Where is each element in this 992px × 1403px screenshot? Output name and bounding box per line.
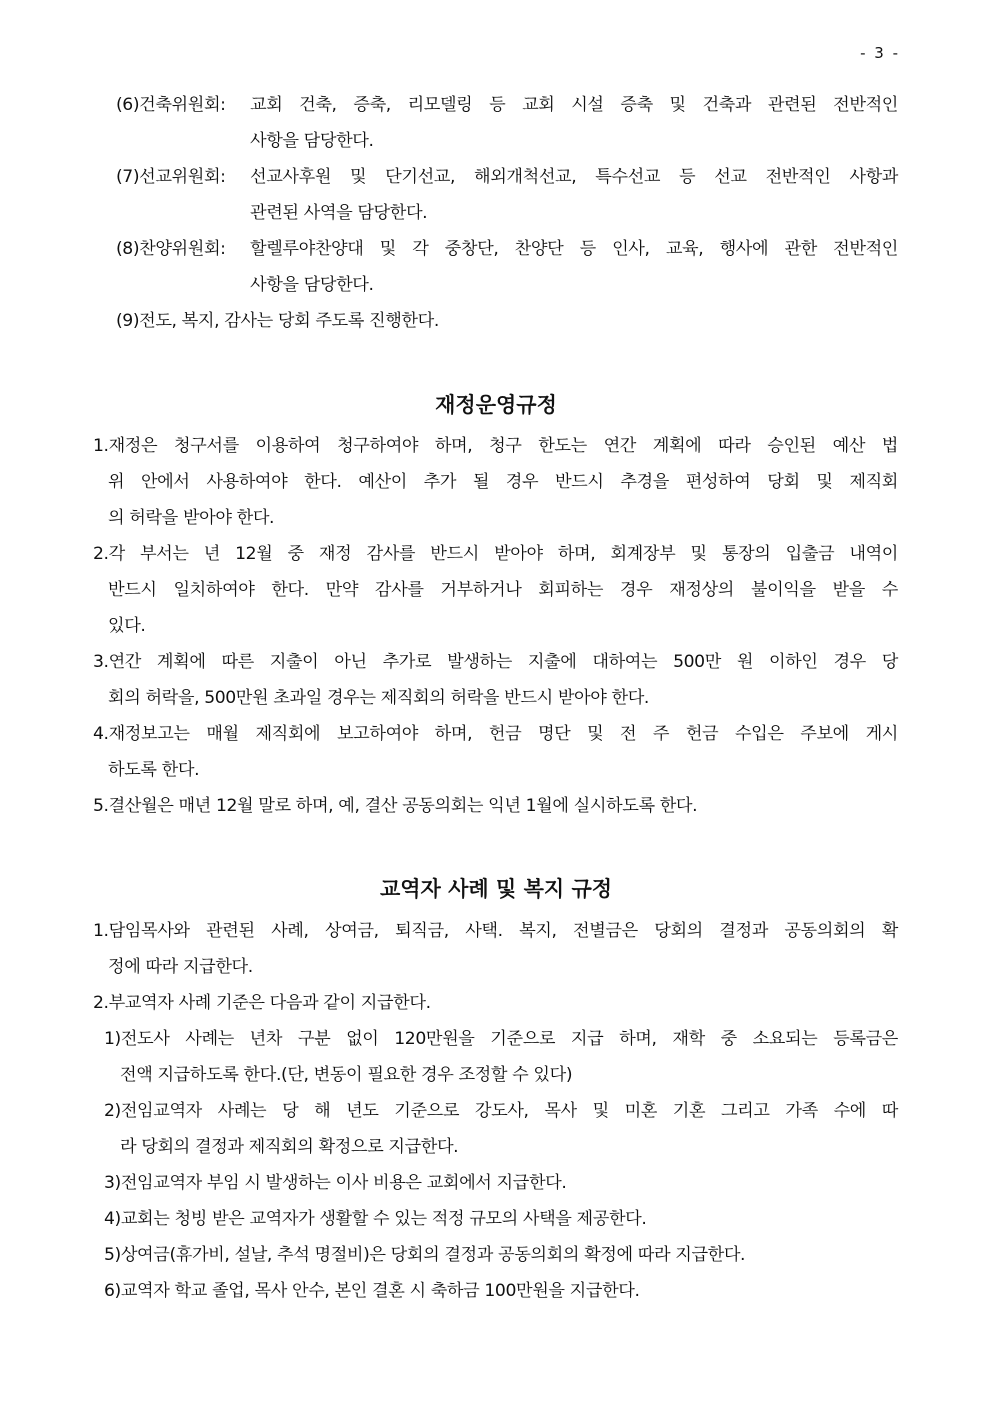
rule-line: 1.재정은 청구서를 이용하여 청구하여야 하며, 청구 한도는 연간 계획에 따라 승인된 예산 법: [93, 436, 898, 456]
rule-line: 4)교회는 청빙 받은 교역자가 생활할 수 있는 적정 규모의 사택을 제공한다.: [104, 1209, 647, 1229]
section-title-finance: 재정운영규정: [435, 393, 557, 417]
rule-line: 1.담임목사와 관련된 사례, 상여금, 퇴직금, 사택. 복지, 전별금은 당회의 결정과 공동의회의 확: [93, 921, 898, 941]
rule-line: 1)전도사 사례는 년차 구분 없이 120만원을 기준으로 지급 하며, 재학 중 소요되는 등록금은: [104, 1029, 898, 1049]
committee-description: 사항을 담당한다.: [250, 275, 374, 295]
rule-line: 3)전임교역자 부임 시 발생하는 이사 비용은 교회에서 지급한다.: [104, 1173, 567, 1193]
rule-line: 2.부교역자 사례 기준은 다음과 같이 지급한다.: [93, 993, 431, 1013]
rule-line: 정에 따라 지급한다.: [108, 957, 253, 977]
rule-line: 4.재정보고는 매월 제직회에 보고하여야 하며, 헌금 명단 및 전 주 헌금 수입은 주보에 게시: [93, 724, 898, 744]
committee-label: (7)선교위원회:: [116, 167, 226, 187]
committee-description: 할렐루야찬양대 및 각 중창단, 찬양단 등 인사, 교육, 행사에 관한 전반적인: [250, 239, 898, 259]
rule-line: 반드시 일치하여야 한다. 만약 감사를 거부하거나 회피하는 경우 재정상의 불이익을 받을 수: [108, 580, 898, 600]
committee-item-9: (9)전도, 복지, 감사는 당회 주도록 진행한다.: [116, 311, 439, 331]
rule-line: 2)전임교역자 사례는 당 해 년도 기준으로 강도사, 목사 및 미혼 기혼 그리고 가족 수에 따: [104, 1101, 898, 1121]
rule-line: 전액 지급하도록 한다.(단, 변동이 필요한 경우 조정할 수 있다): [120, 1065, 573, 1085]
rule-line: 회의 허락을, 500만원 초과일 경우는 제직회의 허락을 반드시 받아야 한다.: [108, 688, 649, 708]
rule-line: 위 안에서 사용하여야 한다. 예산이 추가 될 경우 반드시 추경을 편성하여 당회 및 제직회: [108, 472, 898, 492]
committee-label: (6)건축위원회:: [116, 95, 226, 115]
committee-description: 선교사후원 및 단기선교, 해외개척선교, 특수선교 등 선교 전반적인 사항과: [250, 167, 898, 187]
rule-line: 5.결산월은 매년 12월 말로 하며, 예, 결산 공동의회는 익년 1월에 실시하도록 한다.: [93, 796, 698, 816]
page-number: - 3 -: [860, 44, 900, 62]
rule-line: 하도록 한다.: [108, 760, 200, 780]
rule-line: 3.연간 계획에 따른 지출이 아닌 추가로 발생하는 지출에 대하여는 500만 원 이하인 경우 당: [93, 652, 898, 672]
rule-line: 2.각 부서는 년 12월 중 재정 감사를 반드시 받아야 하며, 회계장부 및 통장의 입출금 내역이: [93, 544, 898, 564]
rule-line: 5)상여금(휴가비, 설날, 추석 명절비)은 당회의 결정과 공동의회의 확정에 따라 지급한다.: [104, 1245, 746, 1265]
committee-label: (8)찬양위원회:: [116, 239, 226, 259]
section-title-minister: 교역자 사례 및 복지 규정: [379, 877, 613, 901]
committee-description: 관련된 사역을 담당한다.: [250, 203, 428, 223]
rule-line: 라 당회의 결정과 제직회의 확정으로 지급한다.: [120, 1137, 459, 1157]
rule-line: 있다.: [108, 616, 146, 636]
committee-description: 사항을 담당한다.: [250, 131, 374, 151]
rule-line: 6)교역자 학교 졸업, 목사 안수, 본인 결혼 시 축하금 100만원을 지급한다.: [104, 1281, 640, 1301]
rule-line: 의 허락을 받아야 한다.: [108, 508, 275, 528]
committee-description: 교회 건축, 증축, 리모델링 등 교회 시설 증축 및 건축과 관련된 전반적인: [250, 95, 898, 115]
